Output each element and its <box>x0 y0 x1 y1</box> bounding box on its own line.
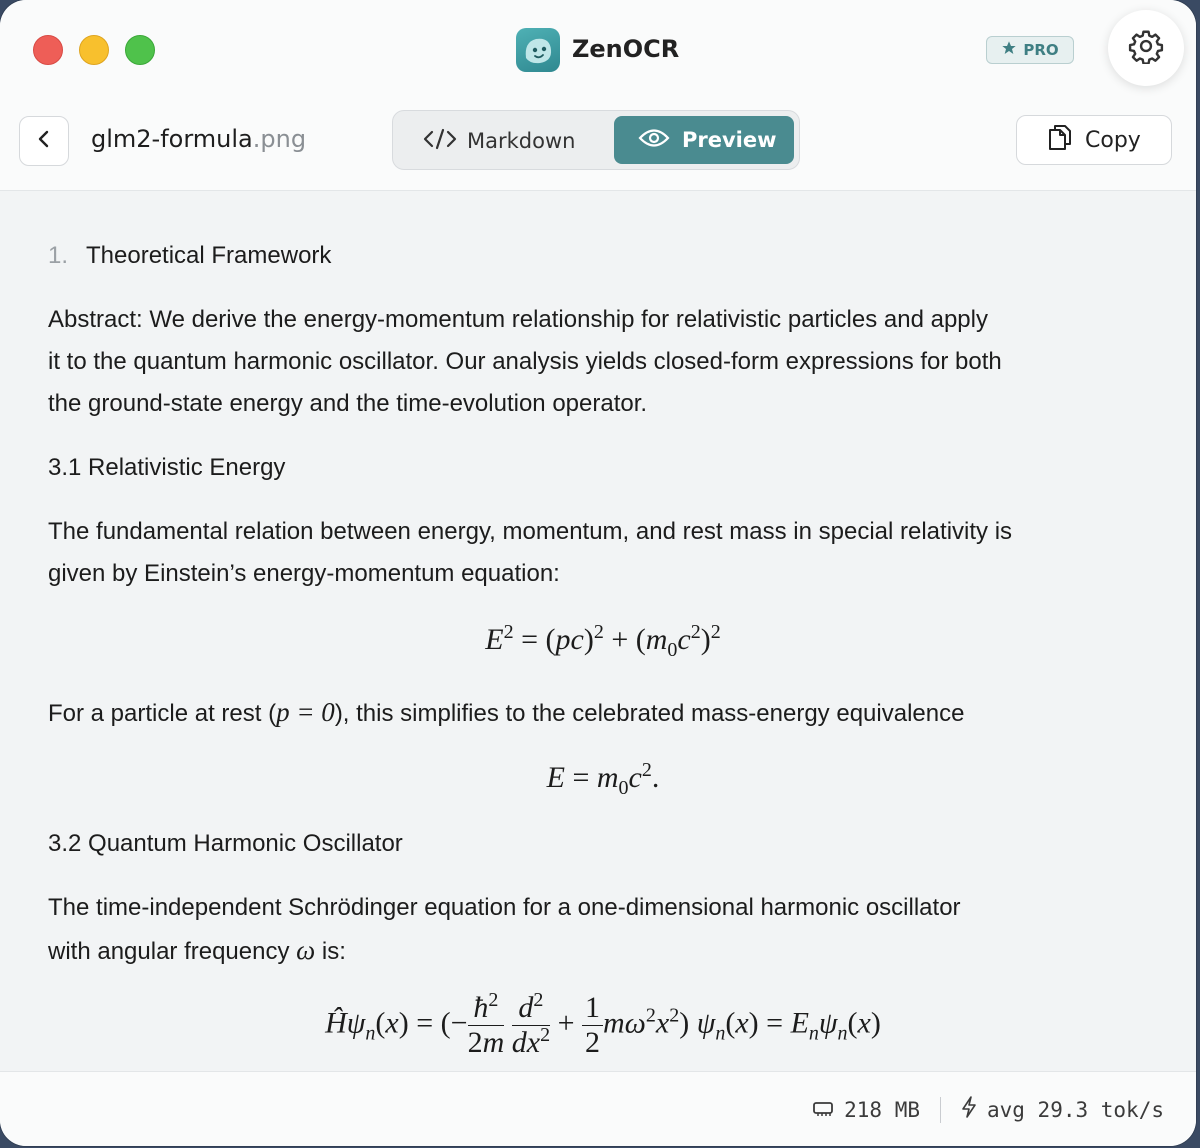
pro-badge[interactable] <box>986 36 1074 64</box>
title-bar <box>0 0 1196 100</box>
code-icon <box>423 128 457 155</box>
view-mode-toggle <box>392 110 800 170</box>
list-number: 1. <box>48 242 69 269</box>
tab-preview-label: Preview <box>682 128 777 152</box>
minimize-window-button[interactable] <box>79 35 109 65</box>
app-title: ZenOCR <box>572 35 680 63</box>
abstract-line: Abstract: We derive the energy-momentum relationship for relativistic particles and apply <box>48 306 988 333</box>
abstract-line: the ground-state energy and the time-evolution operator. <box>48 390 648 417</box>
copy-icon <box>1047 123 1073 157</box>
section-title-relativistic: 3.1 Relativistic Energy <box>48 454 286 481</box>
copy-button[interactable] <box>1016 115 1172 165</box>
lightning-icon <box>961 1096 977 1123</box>
status-info <box>812 1096 1164 1123</box>
paragraph-text: For a particle at rest ( <box>48 700 277 727</box>
paragraph-text: ), this simplifies to the celebrated mass-energy equivalence <box>334 700 965 727</box>
paragraph-schrodinger <box>48 887 1148 973</box>
file-name-base: glm2-formula <box>91 125 253 153</box>
equation-mass-energy: $E = m_0c^2$. <box>546 759 660 799</box>
eye-icon <box>638 127 670 154</box>
memory-usage: 218 MB <box>844 1097 920 1122</box>
paragraph-relation <box>48 511 1148 595</box>
tab-markdown[interactable] <box>405 119 605 163</box>
equation-energy-momentum: $E^2 = (pc)^2 + (m_0c^2)^2$ <box>485 621 721 661</box>
tab-markdown-label: Markdown <box>467 129 576 153</box>
equation-schrodinger: $Ĥ\psi_n(x)$ = (− $\frac{ħ^2}{2m}$ $\frac{d^2}{dx^2}$ + $\frac{1}{2}$ $m\omega^2x^2$) $\psi_n(x) = E_n\psi_n(x)$ <box>325 989 881 1059</box>
paragraph-text: with angular frequency <box>48 938 297 965</box>
star-icon <box>1001 40 1017 60</box>
paragraph-line: The fundamental relation between energy, momentum, and rest mass in special relativity is <box>48 518 1013 545</box>
tab-preview[interactable] <box>614 116 794 164</box>
gear-icon <box>1128 28 1164 68</box>
paragraph-line: given by Einstein’s energy-momentum equation: <box>48 560 560 587</box>
preview-content[interactable] <box>0 191 1196 1071</box>
token-speed: avg 29.3 tok/s <box>986 1097 1164 1122</box>
heading-text: Theoretical Framework <box>86 242 332 269</box>
toolbar <box>0 100 1196 191</box>
divider <box>940 1097 941 1123</box>
paragraph-rest <box>48 691 1148 735</box>
maximize-window-button[interactable] <box>125 35 155 65</box>
chevron-left-icon <box>34 129 54 153</box>
status-bar <box>0 1071 1196 1146</box>
file-name-extension: .png <box>252 125 307 153</box>
abstract-line: it to the quantum harmonic oscillator. Our analysis yields closed-form expressions for both <box>48 348 1002 375</box>
close-window-button[interactable] <box>33 35 63 65</box>
app-logo-icon <box>516 28 560 72</box>
section-title-oscillator: 3.2 Quantum Harmonic Oscillator <box>48 830 403 857</box>
copy-button-label: Copy <box>1085 127 1141 153</box>
section-heading <box>48 235 331 277</box>
abstract-paragraph <box>48 299 1148 425</box>
back-button[interactable] <box>19 116 69 166</box>
memory-chip-icon <box>812 1098 834 1122</box>
paragraph-line: The time-independent Schrödinger equation for a one-dimensional harmonic oscillator <box>48 894 961 921</box>
inline-math: p = 0 <box>276 697 335 727</box>
pro-badge-label: PRO <box>1023 41 1059 59</box>
inline-math: ω <box>296 935 316 965</box>
paragraph-text: is: <box>315 938 346 965</box>
settings-button[interactable] <box>1108 10 1184 86</box>
file-name <box>91 125 306 153</box>
